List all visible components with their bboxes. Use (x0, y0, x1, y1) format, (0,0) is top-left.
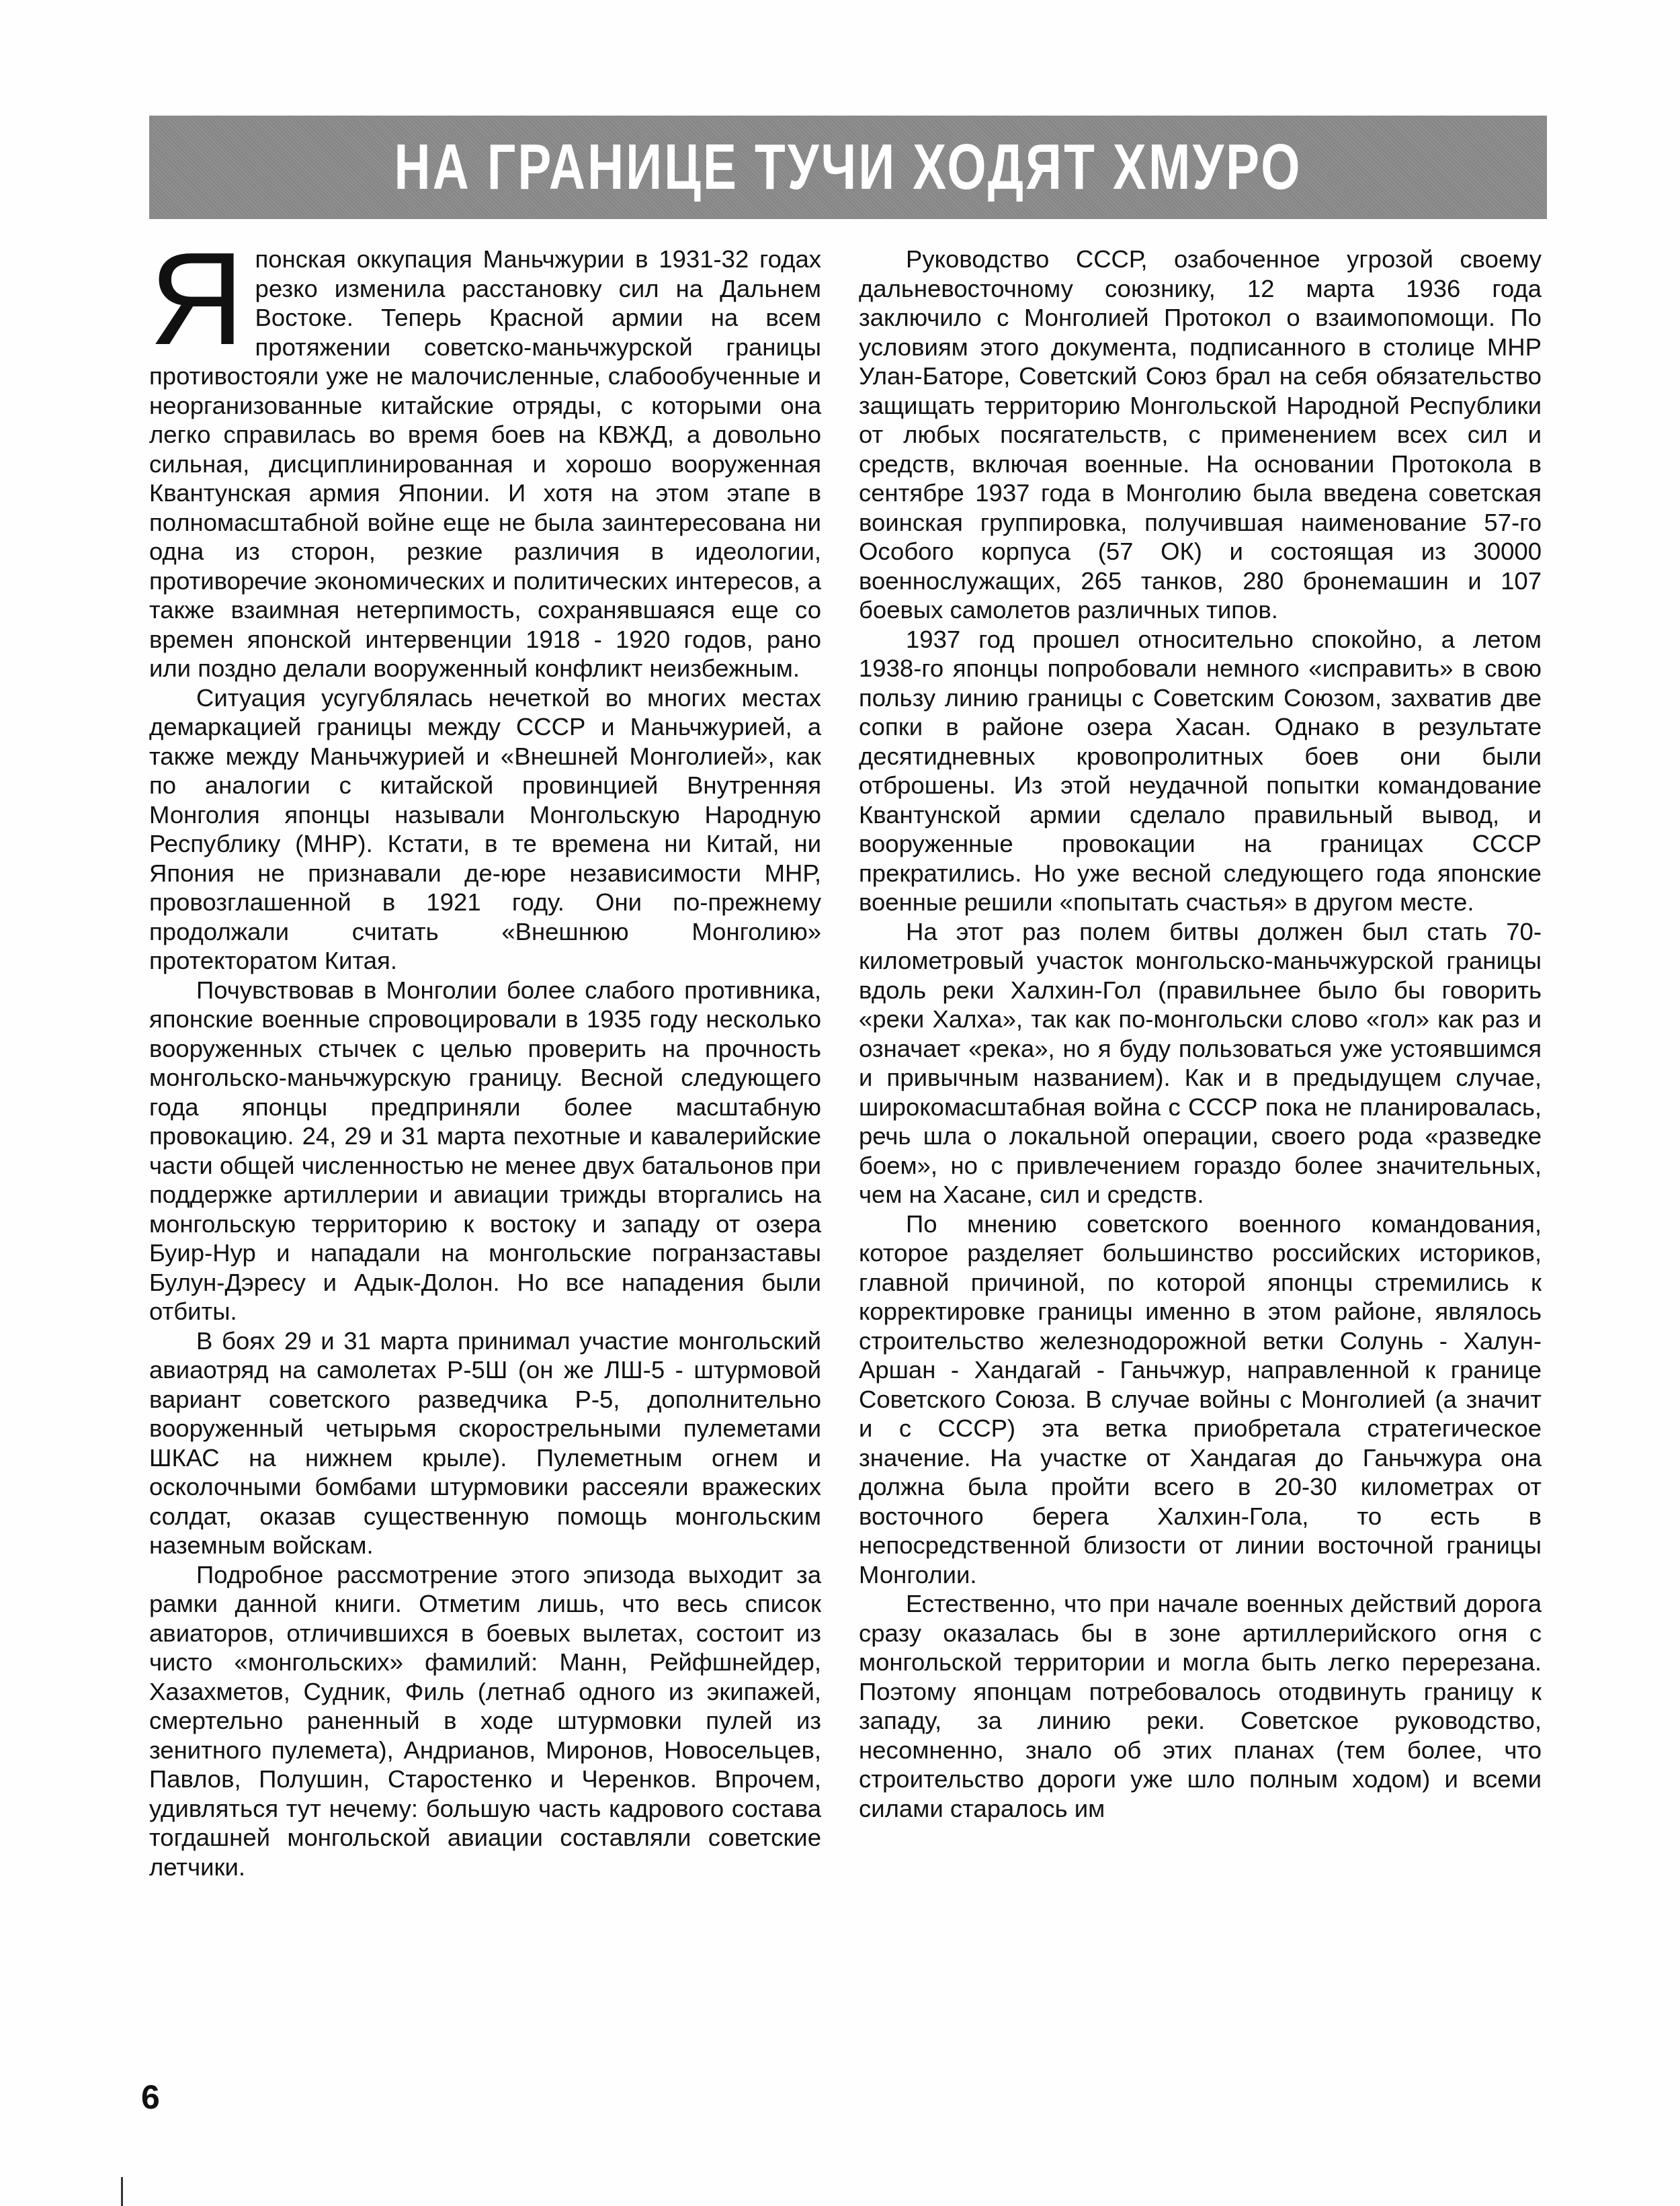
paragraph: По мнению советского военного командования, которое разделяет большинство российских историков, главной причиной, по которой японцы стремились к корректировке границы именно в этом районе, являлось строительство железнодорожной ветки Солунь - Халун-Аршан - Хандагай - Ганьчжур, направленной к границе Советского Союза. В случае войны с Монголией (а значит и с СССР) эта ветка приобретала стратегическое значение. На участке от Хандагая до Ганьчжура она должна была пройти всего в 20-30 километрах от восточного берега Халхин-Гола, то есть в непосредственной близости от линии восточной границы Монголии. (859, 1210, 1542, 1588)
paragraph: Подробное рассмотрение этого эпизода выходит за рамки данной книги. Отметим лишь, что весь список авиаторов, отличившихся в боевых вылетах, состоит из чисто «монгольских» фамилий: Манн, Рейфшнейдер, Хазахметов, Судник, Филь (летнаб одного из экипажей, смертельно раненный в ходе штурмовки пулей из зенитного пулемета), Андрианов, Миронов, Новосельцев, Павлов, Полушин, Старостенко и Черенков. Впрочем, удивляться тут нечему: большую часть кадрового состава тогдашней монгольской авиации составляли советские летчики. (149, 1560, 821, 1881)
scan-edge-mark (121, 2177, 123, 2206)
paragraph: На этот раз полем битвы должен был стать 70-километровый участок монгольско-маньчжурской границы вдоль реки Халхин-Гол (правильнее было бы говорить «реки Халха», так как по-монгольски слово «гол» как раз и означает «река», но я буду пользоваться уже устоявшимся и привычным названием). Как и в предыдущем случае, широкомасштабная война с СССР пока не планировалась, речь шла о локальной операции, своего рода «разведке боем», но с привлечением гораздо более значительных, чем на Хасане, сил и средств. (859, 917, 1542, 1208)
page-title: НА ГРАНИЦЕ ТУЧИ ХОДЯТ ХМУРО (394, 131, 1302, 203)
paragraph: Естественно, что при начале военных действий дорога сразу оказалась бы в зоне артиллерийского огня с монгольской территории и могла быть легко перерезана. Поэтому японцам потребовалось отодвинуть границу к западу, за линию реки. Советское руководство, несомненно, знало об этих планах (тем более, что строительство дороги уже шло полным ходом) и всеми силами старалось им (859, 1590, 1542, 1822)
right-column (859, 245, 1542, 1823)
left-column (149, 225, 821, 1881)
paragraph: В боях 29 и 31 марта принимал участие монгольский авиаотряд на самолетах Р-5Ш (он же ЛШ-5 - штурмовой вариант советского разведчика Р-5, дополнительно вооруженный четырьмя скорострельными пулеметами ШКАС на нижнем крыле). Пулеметным огнем и осколочными бомбами штурмовики рассеяли вражеских солдат, оказав существенную помощь монгольским наземным войскам. (149, 1326, 821, 1559)
paragraph-text: понская оккупация Маньчжурии в 1931-32 годах резко изменила расстановку сил на Дальнем Востоке. Теперь Красной армии на всем протяжении советско-маньчжурской границы противостояли уже не малочисленные, слабообученные и неорганизованные китайские отряды, с которыми она легко справилась во время боев на КВЖД, а довольно сильная, дисциплинированная и хорошо вооруженная Квантунская армия Японии. И хотя на этом этапе в полномасштабной войне еще не была заинтересована ни одна из сторон, резкие различия в идеологии, противоречие экономических и политических интересов, а также взаимная нетерпимость, сохранявшаяся еще со времен японской интервенции 1918 - 1920 годов, рано или поздно делали вооруженный конфликт неизбежным. (149, 245, 821, 682)
paragraph: 1937 год прошел относительно спокойно, а летом 1938-го японцы попробовали немного «исправить» в свою пользу линию границы с Советским Союзом, захватив две сопки в районе озера Хасан. Однако в результате десятидневных кровопролитных боев они были отброшены. Из этой неудачной попытки командование Квантунской армии сделало правильный вывод, и вооруженные провокации на границах СССР прекратились. Но уже весной следующего года японские военные решили «попытать счастья» в другом месте. (859, 625, 1542, 916)
paragraph: Почувствовав в Монголии более слабого противника, японские военные спровоцировали в 1935 году несколько вооруженных стычек с целью проверить на прочность монгольско-маньчжурскую границу. Весной следующего года японцы предприняли более масштабную провокацию. 24, 29 и 31 марта пехотные и кавалерийские части общей численностью не менее двух батальонов при поддержке артиллерии и авиации трижды вторгались на монгольскую территорию к востоку и западу от озера Буир-Нур и нападали на монгольские погранзаставы Булун-Дэресу и Адык-Долон. Но все нападения были отбиты. (149, 976, 821, 1325)
paragraph (149, 225, 821, 683)
dropcap-letter: Я (149, 225, 245, 372)
title-banner (149, 116, 1547, 219)
paragraph: Руководство СССР, озабоченное угрозой своему дальневосточному союзнику, 12 марта 1936 года заключило с Монголией Протокол о взаимопомощи. По условиям этого документа, подписанного в столице МНР Улан-Баторе, Советский Союз брал на себя обязательство защищать территорию Монгольской Народной Республики от любых посягательств, с применением всех сил и средств, включая военные. На основании Протокола в сентябре 1937 года в Монголию была введена советская воинская группировка, получившая наименование 57-го Особого корпуса (57 ОК) и состоящая из 30000 военнослужащих, 265 танков, 280 бронемашин и 107 боевых самолетов различных типов. (859, 245, 1542, 624)
paragraph: Ситуация усугублялась нечеткой во многих местах демаркацией границы между СССР и Маньчжурией, а также между Маньчжурией и «Внешней Монголией», как по аналогии с китайской провинцией Внутренняя Монголия японцы называли Монгольскую Народную Республику (МНР). Кстати, в те времена ни Китай, ни Япония не признавали де-юре независимости МНР, провозглашенной в 1921 году. Они по-прежнему продолжали считать «Внешнюю Монголию» протекторатом Китая. (149, 683, 821, 974)
page-number: 6 (141, 2078, 160, 2116)
